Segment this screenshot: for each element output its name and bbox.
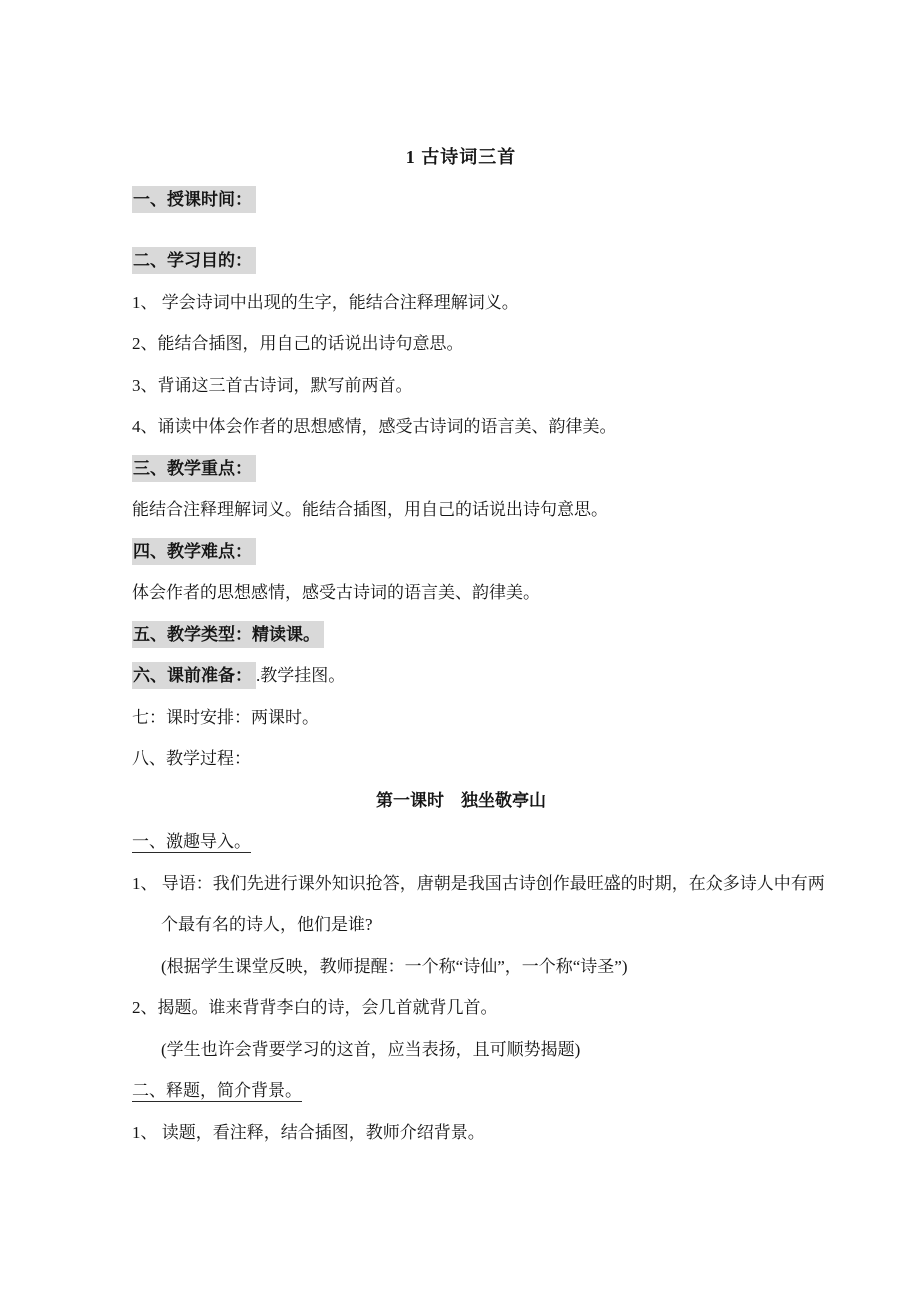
section-heading-line (132, 614, 790, 656)
document-content (132, 137, 825, 1153)
paragraph-text-indented: (根据学生课堂反映，教师提醒：一个称“诗仙”，一个称“诗圣”) (161, 956, 628, 976)
doc-title-line (132, 137, 790, 179)
section-heading: 二、学习目的： (132, 247, 256, 274)
paragraph-text-line (132, 697, 790, 739)
lesson-subtitle-line (132, 780, 790, 822)
paragraph-text: 2、揭题。谁来背背李白的诗，会几首就背几首。 (132, 998, 498, 1017)
paragraph-text: 1、 读题，看注释，结合插图，教师介绍背景。 (132, 1122, 485, 1142)
paragraph-text-line (132, 489, 790, 531)
paragraph-text-line (132, 365, 790, 407)
paragraph-text: 七：课时安排：两课时。 (132, 707, 319, 727)
paragraph-text-line (132, 738, 790, 780)
section-heading-line (132, 448, 790, 490)
blank-line-spacer (132, 220, 790, 240)
lesson-subtitle: 第一课时 独坐敬亭山 (376, 790, 546, 810)
paragraph-text: 1、 导语：我们先进行课外知识抢答，唐朝是我国古诗创作最旺盛的时期，在众多诗人中有两 (132, 873, 825, 893)
paragraph-text-line (132, 572, 790, 614)
paragraph-text: 1、 学会诗词中出现的生字，能结合注释理解词义。 (132, 292, 519, 312)
paragraph-text-line (132, 1112, 790, 1154)
section-heading: 三、教学重点： (132, 455, 256, 482)
paragraph-text: 八、教学过程： (132, 749, 251, 768)
section-heading-line (132, 179, 790, 221)
paragraph-text: .教学挂图。 (256, 666, 346, 685)
underlined-heading: 一、激趣导入。 (132, 832, 251, 851)
paragraph-text-indented-line (132, 1029, 790, 1071)
paragraph-text-indented-line (132, 946, 790, 988)
underlined-heading-line (132, 821, 790, 863)
section-heading: 五、教学类型：精读课。 (132, 621, 324, 648)
section-heading: 六、课前准备： (132, 662, 256, 689)
underlined-heading-line (132, 1070, 790, 1112)
paragraph-text-indented-line (132, 904, 790, 946)
paragraph-text-line (132, 282, 790, 324)
paragraph-text-indented: (学生也许会背要学习的这首，应当表扬，且可顺势揭题) (161, 1039, 581, 1059)
paragraph-text-indented: 个最有名的诗人，他们是谁? (161, 915, 373, 934)
paragraph-text: 能结合注释理解词义。能结合插图，用自己的话说出诗句意思。 (132, 500, 608, 519)
paragraph-text: 4、诵读中体会作者的思想感情，感受古诗词的语言美、韵律美。 (132, 417, 617, 436)
paragraph-text-line (132, 323, 790, 365)
paragraph-text: 体会作者的思想感情，感受古诗词的语言美、韵律美。 (132, 583, 540, 602)
section-heading: 一、授课时间： (132, 186, 256, 213)
paragraph-text: 3、背诵这三首古诗词，默写前两首。 (132, 375, 413, 395)
section-heading: 四、教学难点： (132, 538, 256, 565)
paragraph-text-line (132, 987, 790, 1029)
paragraph-text-line (132, 655, 790, 697)
doc-title: 1 古诗词三首 (405, 147, 517, 167)
paragraph-text-line (132, 406, 790, 448)
underlined-heading: 二、释题，简介背景。 (132, 1081, 302, 1100)
paragraph-text-line (132, 863, 825, 905)
section-heading-line (132, 240, 790, 282)
section-heading-line (132, 531, 790, 573)
paragraph-text: 2、能结合插图，用自己的话说出诗句意思。 (132, 334, 464, 353)
